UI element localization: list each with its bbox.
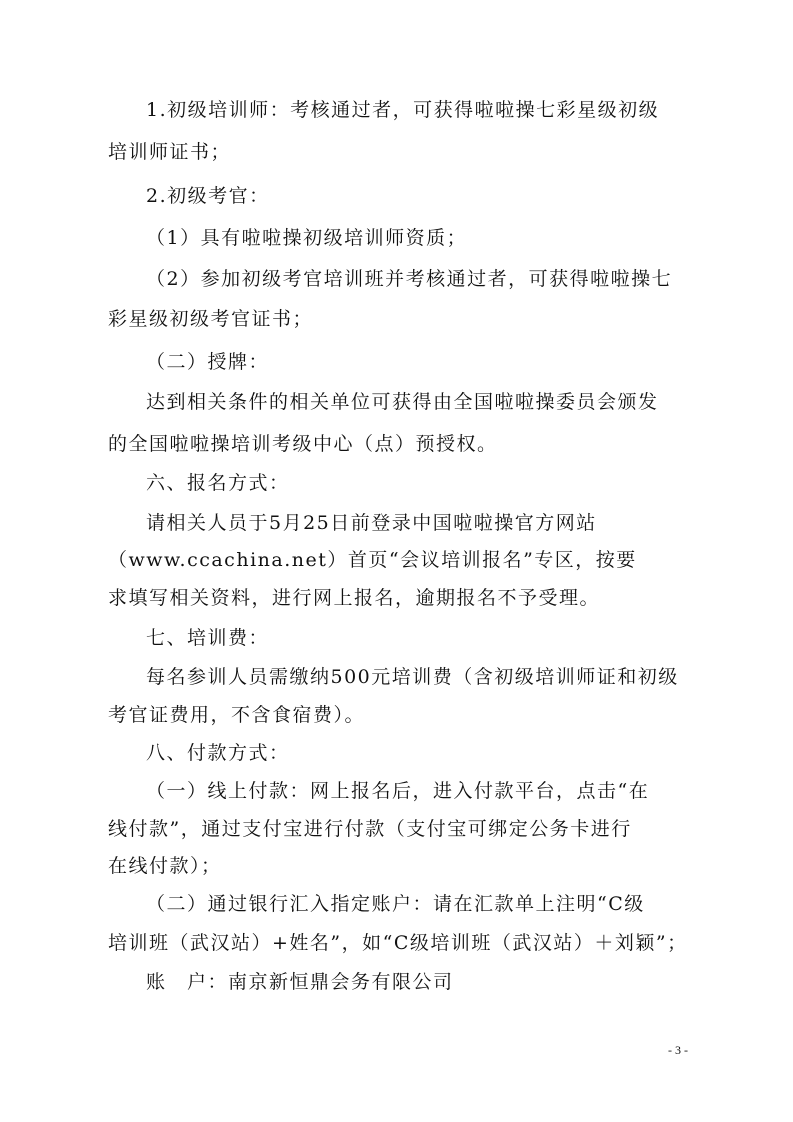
- text-line: 请相关人员于5月25日前登录中国啦啦操官方网站: [146, 512, 597, 534]
- text-line: （1）具有啦啦操初级培训师资质；: [146, 227, 468, 249]
- text-line: 六、报名方式：: [146, 472, 290, 494]
- text-line: 七、培训费：: [146, 627, 270, 649]
- text-line: 考官证费用，不含食宿费）。: [108, 704, 366, 726]
- text-line: 的全国啦啦操培训考级中心（点）预授权。: [108, 433, 498, 455]
- text-line: 彩星级初级考官证书；: [108, 308, 314, 330]
- text-line: 线付款”，通过支付宝进行付款（支付宝可绑定公务卡进行: [108, 818, 632, 840]
- page-number: - 3 -: [668, 1043, 688, 1057]
- text-line: 达到相关条件的相关单位可获得由全国啦啦操委员会颁发: [146, 391, 659, 413]
- text-line: （www.ccachina.net）首页“会议培训报名”专区，按要: [108, 549, 637, 571]
- text-line: 八、付款方式：: [146, 742, 290, 764]
- text-line: 培训班（武汉站）+姓名”，如“C级培训班（武汉站）＋刘颖”；: [108, 932, 688, 954]
- text-line: 账 户：南京新恒鼎会务有限公司: [146, 971, 454, 993]
- text-line: 1.初级培训师：考核通过者，可获得啦啦操七彩星级初级: [146, 99, 660, 121]
- text-line: 2.初级考官：: [146, 185, 270, 207]
- text-line: （2）参加初级考官培训班并考核通过者，可获得啦啦操七: [146, 268, 673, 290]
- text-line: 培训师证书；: [108, 141, 232, 163]
- text-line: （二）授牌：: [146, 351, 270, 373]
- text-line: 每名参训人员需缴纳500元培训费（含初级培训师证和初级: [146, 666, 679, 688]
- text-line: （二）通过银行汇入指定账户：请在汇款单上注明“C级: [146, 893, 645, 915]
- text-line: 在线付款）；: [108, 855, 222, 877]
- text-line: （一）线上付款：网上报名后，进入付款平台，点击“在: [146, 780, 650, 802]
- text-line: 求填写相关资料，进行网上报名，逾期报名不予受理。: [108, 587, 601, 609]
